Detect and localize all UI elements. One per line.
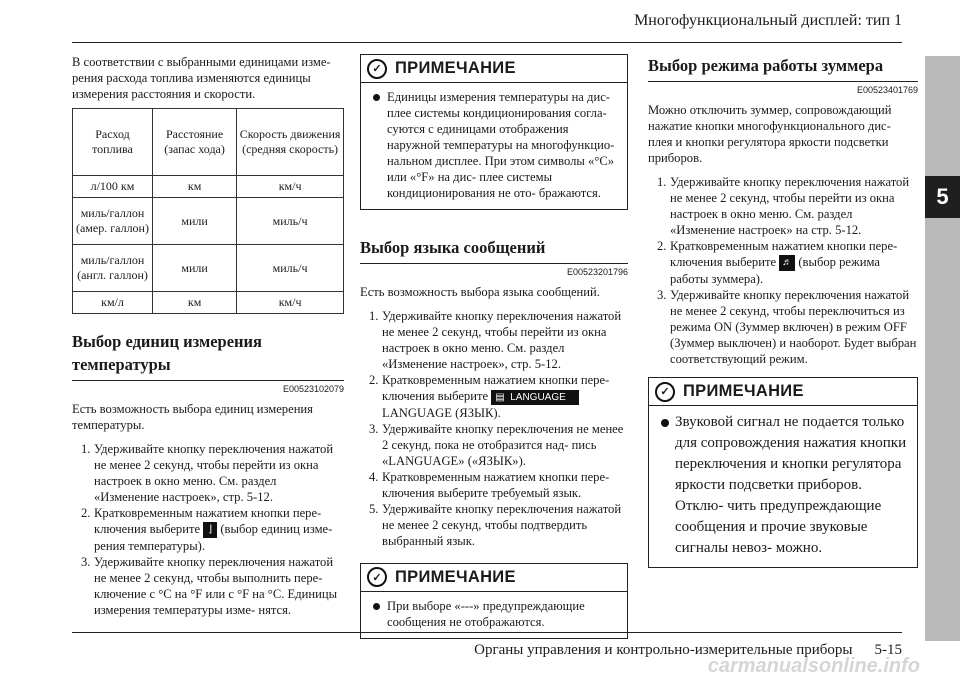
section-intro: Можно отключить зуммер, сопровождающий нажатие кнопки многофункционального дис- плея и кнопки регулятора яркости подсветки приборов.: [648, 103, 892, 165]
step-text: Удерживайте кнопку переключения нажатой не менее 2 секунд, чтобы переключиться из режима ON (Зуммер включен) в режим OFF (Зуммер выключен) и наоборот. Будет выбран соответствующий режим.: [670, 288, 917, 367]
table-row: [73, 176, 344, 198]
step-text: Удерживайте кнопку переключения нажатой не менее 2 секунд, чтобы перейти из окна настроек в окно меню. См. раздел «Изменение настроек», стр. 5-12.: [94, 442, 334, 504]
step-text: LANGUAGE (ЯЗЫК).: [382, 405, 501, 420]
language-button-label: LANGUAGE: [510, 391, 566, 403]
list-item: 2. Кратковременным нажатием кнопки пере- ключения выберите ⌋ (выбор единиц изме- рения температуры).: [81, 506, 333, 554]
note-box-warnings: [360, 563, 628, 639]
list-item: 3. Удерживайте кнопку переключения не менее 2 секунд, пока не отобразится над- пись «LANGUAGE» («ЯЗЫК»).: [369, 421, 624, 468]
section-code: E00523201796: [566, 267, 628, 277]
section-code: E00523401769: [856, 85, 918, 95]
list-item: 2. Кратковременным нажатием кнопки пере- ключения выберите ♬ (выбор режима работы зуммера).: [657, 239, 898, 287]
note-body: [649, 406, 917, 567]
units-table: [72, 108, 344, 314]
column-3: [648, 54, 918, 568]
bullet-icon: [373, 94, 380, 101]
note-title: ПРИМЕЧАНИЕ: [395, 59, 516, 77]
table-cell: миль/галлон (англ. галлон): [73, 245, 153, 292]
chapter-side-tab: [925, 56, 960, 641]
section-rule: [360, 263, 628, 264]
note-body: [361, 83, 627, 209]
table-row: [73, 292, 344, 314]
watermark-text: carmanualsonline.info: [707, 655, 920, 677]
step-text: Кратковременным нажатием кнопки пере- ключения выберите: [670, 239, 898, 269]
table-cell: км: [152, 292, 236, 314]
list-item: 4. Кратковременным нажатием кнопки пере- ключения выберите требуемый язык.: [369, 469, 610, 500]
checkmark-icon: ✓: [367, 567, 387, 587]
step-text: (выбор единиц изме- рения температуры).: [94, 522, 333, 554]
list-item: 3. Удерживайте кнопку переключения нажатой не менее 2 секунд, чтобы переключиться из режима ON (Зуммер включен) в режим OFF (Зуммер выключен) и наоборот. Будет выбран соответствующий режим.: [657, 288, 917, 367]
note-box-temperature: [360, 54, 628, 210]
list-item: 1. Удерживайте кнопку переключения нажатой не менее 2 секунд, чтобы перейти из окна настроек в окно меню. См. раздел «Изменение настроек», стр. 5-12.: [369, 309, 622, 371]
note-body: [361, 592, 627, 638]
step-text: Удерживайте кнопку переключения нажатой не менее 2 секунд, чтобы выполнить пере- ключение с °C на °F или с °F на °C. Единицы измерения температуры изме- нятся.: [94, 555, 338, 618]
note-header: [361, 564, 627, 592]
table-header-cell: Скорость движения (средняя скорость): [237, 109, 344, 176]
section-rule: [648, 81, 918, 82]
footer-rule: [72, 632, 902, 633]
steps-list: [360, 308, 628, 549]
chapter-number-badge: 5: [925, 176, 960, 218]
table-cell: миль/ч: [237, 198, 344, 245]
list-item: 5. Удерживайте кнопку переключения нажатой не менее 2 секунд, чтобы подтвердить выбранный язык.: [369, 501, 622, 548]
table-cell: км/л: [73, 292, 153, 314]
step-text: Удерживайте кнопку переключения нажатой не менее 2 секунд, чтобы перейти из окна настроек в окно меню. См. раздел «Изменение настроек», стр. 5-12.: [382, 309, 622, 371]
thermometer-icon: ⌋: [203, 522, 217, 538]
step-text: Удерживайте кнопку переключения нажатой не менее 2 секунд, чтобы перейти из окна настроек в окно меню. См. раздел «Изменение настроек» на стр. 5-12.: [670, 175, 910, 237]
table-cell: км/ч: [237, 176, 344, 198]
table-row: [73, 198, 344, 245]
steps-list: [72, 441, 344, 618]
table-cell: км/ч: [237, 292, 344, 314]
table-cell: л/100 км: [73, 176, 153, 198]
bullet-icon: [661, 419, 669, 427]
note-text: При выборе «---» предупреждающие сообщения не отображаются.: [387, 598, 585, 629]
units-intro-text: В соответствии с выбранными единицами изме- рения расхода топлива изменяются единицы измерения расстояния и скорости.: [72, 55, 331, 101]
page-header-title: Многофункциональный дисплей: тип 1: [634, 12, 902, 29]
table-row: [73, 245, 344, 292]
table-header-row: [73, 109, 344, 176]
section-title-language: Выбор языка сообщений: [360, 238, 546, 257]
page-number: 5-15: [874, 642, 902, 658]
section-rule: [72, 380, 344, 381]
step-text: Удерживайте кнопку переключения нажатой не менее 2 секунд, чтобы подтвердить выбранный язык.: [382, 501, 622, 548]
table-cell: миль/галлон (амер. галлон): [73, 198, 153, 245]
column-1: [72, 54, 344, 618]
step-text: Удерживайте кнопку переключения не менее 2 секунд, пока не отобразится над- пись «LANGUAGE» («ЯЗЫК»).: [382, 421, 624, 468]
note-title: ПРИМЕЧАНИЕ: [683, 382, 804, 401]
table-header-cell: Расход топлива: [73, 109, 153, 176]
section-title-buzzer: Выбор режима работы зуммера: [648, 56, 884, 75]
checkmark-icon: ✓: [655, 382, 675, 402]
list-item: 1. Удерживайте кнопку переключения нажатой не менее 2 секунд, чтобы перейти из окна настроек в окно меню. См. раздел «Изменение настроек», стр. 5-12.: [81, 442, 334, 504]
section-intro: Есть возможность выбора единиц измерения температуры.: [72, 402, 313, 432]
list-item: 3. Удерживайте кнопку переключения нажатой не менее 2 секунд, чтобы выполнить пере- ключение с °C на °F или с °F на °C. Единицы измерения температуры изме- нятся.: [81, 555, 338, 618]
note-box-buzzer: [648, 377, 918, 568]
step-text: Кратковременным нажатием кнопки пере- ключения выберите: [382, 373, 610, 403]
column-2: [360, 54, 628, 639]
table-cell: км: [152, 176, 236, 198]
table-cell: мили: [152, 198, 236, 245]
section-title-temperature: Выбор единиц измерения температуры: [72, 332, 262, 374]
footer-chapter-title: Органы управления и контрольно-измерительные приборы: [474, 642, 853, 658]
note-header: [649, 378, 917, 406]
note-header: [361, 55, 627, 83]
section-intro: Есть возможность выбора языка сообщений.: [360, 285, 600, 299]
header-rule: [72, 42, 902, 43]
table-cell: миль/ч: [237, 245, 344, 292]
table-header-cell: Расстояние (запас хода): [152, 109, 236, 176]
note-text: Единицы измерения температуры на дис- плее системы кондиционирования согла- суются с единицами отображения наружной температуры на многофункцио- нальном дисплее. При этом символы «°C» или «°F» на дис- плее системы кондиционирования не ото- бражаются.: [387, 90, 615, 200]
step-text: Кратковременным нажатием кнопки пере- ключения выберите требуемый язык.: [382, 469, 610, 500]
bullet-icon: [373, 603, 380, 610]
step-text: Кратковременным нажатием кнопки пере- ключения выберите: [94, 506, 322, 536]
section-code: E00523102079: [282, 384, 344, 394]
list-item: 1. Удерживайте кнопку переключения нажатой не менее 2 секунд, чтобы перейти из окна настроек в окно меню. См. раздел «Изменение настроек» на стр. 5-12.: [657, 175, 910, 237]
note-text: Звуковой сигнал не подается только для сопровождения нажатия кнопки переключения и кнопки регулятора яркости подсветки приборов. Отклю- чить предупреждающие сообщения и прочие звуковые сигналы невоз- можно.: [675, 414, 907, 557]
speaker-icon: ♬: [779, 255, 795, 271]
checkmark-icon: ✓: [367, 59, 387, 79]
steps-list: [648, 174, 918, 367]
language-button-image: ▤ LANGUAGE: [491, 390, 579, 405]
note-title: ПРИМЕЧАНИЕ: [395, 567, 516, 586]
list-item: 2. Кратковременным нажатием кнопки пере- ключения выберите ▤ LANGUAGE LANGUAGE (ЯЗЫК).: [369, 373, 610, 420]
step-text: (выбор режима работы зуммера).: [670, 255, 880, 287]
table-cell: мили: [152, 245, 236, 292]
